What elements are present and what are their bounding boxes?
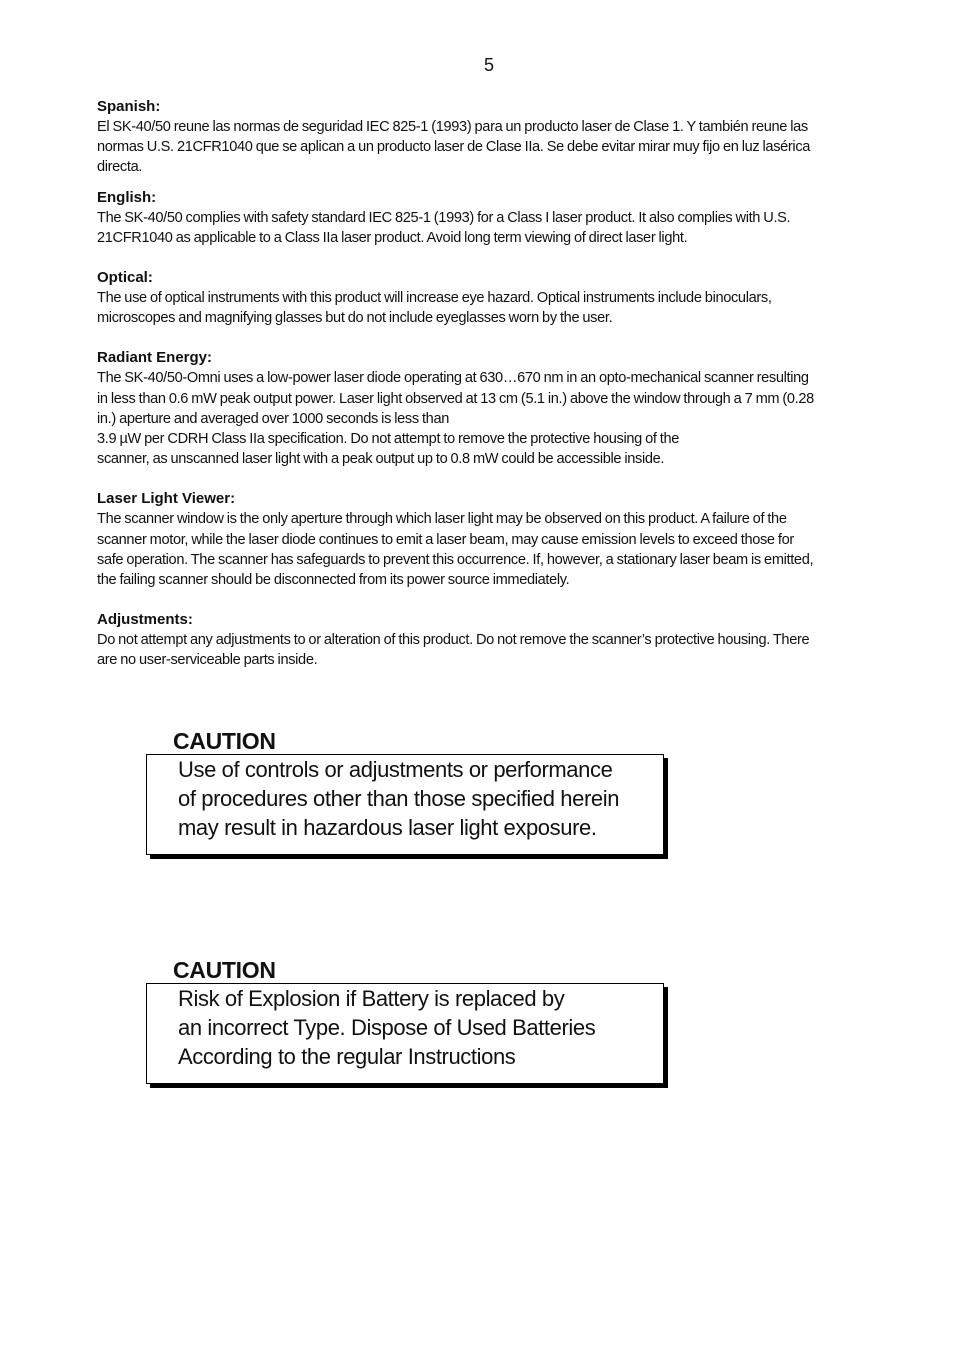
document-body <box>97 97 909 671</box>
section-text <box>97 509 909 590</box>
caution-box <box>146 754 664 855</box>
section-spanish <box>97 97 909 178</box>
page-number: 5 <box>483 55 494 75</box>
text-line: 21CFR1040 as applicable to a Class IIa laser product. Avoid long term viewing of direct laser light. <box>97 229 688 246</box>
caution-line: Use of controls or adjustments or performance <box>178 757 613 782</box>
section-laser-light-viewer <box>97 489 909 590</box>
text-line: El SK-40/50 reune las normas de seguridad IEC 825-1 (1993) para un producto laser de Clase 1. Y también reune las <box>97 119 808 135</box>
caution-line: of procedures other than those specified herein <box>178 786 620 811</box>
text-line: The SK-40/50-Omni uses a low-power laser diode operating at 630…670 nm in an opto-mechanical scanner resulting <box>97 370 809 387</box>
caution-line: According to the regular Instructions <box>178 1044 516 1069</box>
text-line: The use of optical instruments with this product will increase eye hazard. Optical instruments include binoculars, <box>97 290 772 307</box>
section-heading: English: <box>97 188 157 206</box>
text-line: in.) aperture and averaged over 1000 seconds is less than <box>97 410 449 427</box>
text-line: safe operation. The scanner has safeguards to prevent this occurrence. If, however, a stationary laser beam is emitted, <box>97 551 814 568</box>
section-heading: Spanish: <box>97 98 161 115</box>
section-optical <box>97 268 909 328</box>
caution-box <box>146 983 664 1084</box>
text-line: scanner motor, while the laser diode continues to emit a laser beam, may cause emission levels to exceed those for <box>97 531 794 548</box>
text-line: Do not attempt any adjustments to or alteration of this product. Do not remove the scanner’s protective housing. There <box>97 632 810 649</box>
section-heading: Optical: <box>97 269 153 287</box>
text-line: microscopes and magnifying glasses but do not include eyeglasses worn by the user. <box>97 310 613 327</box>
section-heading: Adjustments: <box>97 611 193 629</box>
section-text <box>97 288 909 328</box>
text-line: The SK-40/50 complies with safety standard IEC 825-1 (1993) for a Class I laser product. It also complies with U.S. <box>97 209 791 226</box>
section-text <box>97 368 909 469</box>
section-text <box>97 208 909 248</box>
section-text <box>97 117 909 178</box>
text-line: normas U.S. 21CFR1040 que se aplican a un producto laser de Clase IIa. Se debe evitar mirar muy fijo en luz lasérica <box>97 139 811 156</box>
section-heading: Laser Light Viewer: <box>97 490 236 508</box>
section-heading: Radiant Energy: <box>97 349 213 367</box>
text-line: the failing scanner should be disconnected from its power source immediately. <box>97 572 570 589</box>
caution-line: an incorrect Type. Dispose of Used Batteries <box>178 1015 596 1040</box>
text-line: scanner, as unscanned laser light with a peak output up to 0.8 mW could be accessible inside. <box>97 451 665 468</box>
caution-line: may result in hazardous laser light exposure. <box>178 815 597 840</box>
text-line: directa. <box>97 159 143 176</box>
section-text <box>97 630 909 670</box>
text-line: 3.9 µW per CDRH Class IIa specification. Do not attempt to remove the protective housing of the <box>97 431 680 448</box>
caution-title: CAUTION <box>173 728 276 754</box>
text-line: are no user-serviceable parts inside. <box>97 652 318 669</box>
section-adjustments <box>97 610 909 670</box>
caution-line: Risk of Explosion if Battery is replaced by <box>178 986 565 1011</box>
section-radiant-energy <box>97 348 909 469</box>
caution-title: CAUTION <box>173 957 276 983</box>
text-line: in less than 0.6 mW peak output power. Laser light observed at 13 cm (5.1 in.) above the window through a 7 mm (0.28 <box>97 390 814 407</box>
section-english <box>97 188 909 248</box>
text-line: The scanner window is the only aperture through which laser light may be observed on this product. A failure of the <box>97 511 787 528</box>
